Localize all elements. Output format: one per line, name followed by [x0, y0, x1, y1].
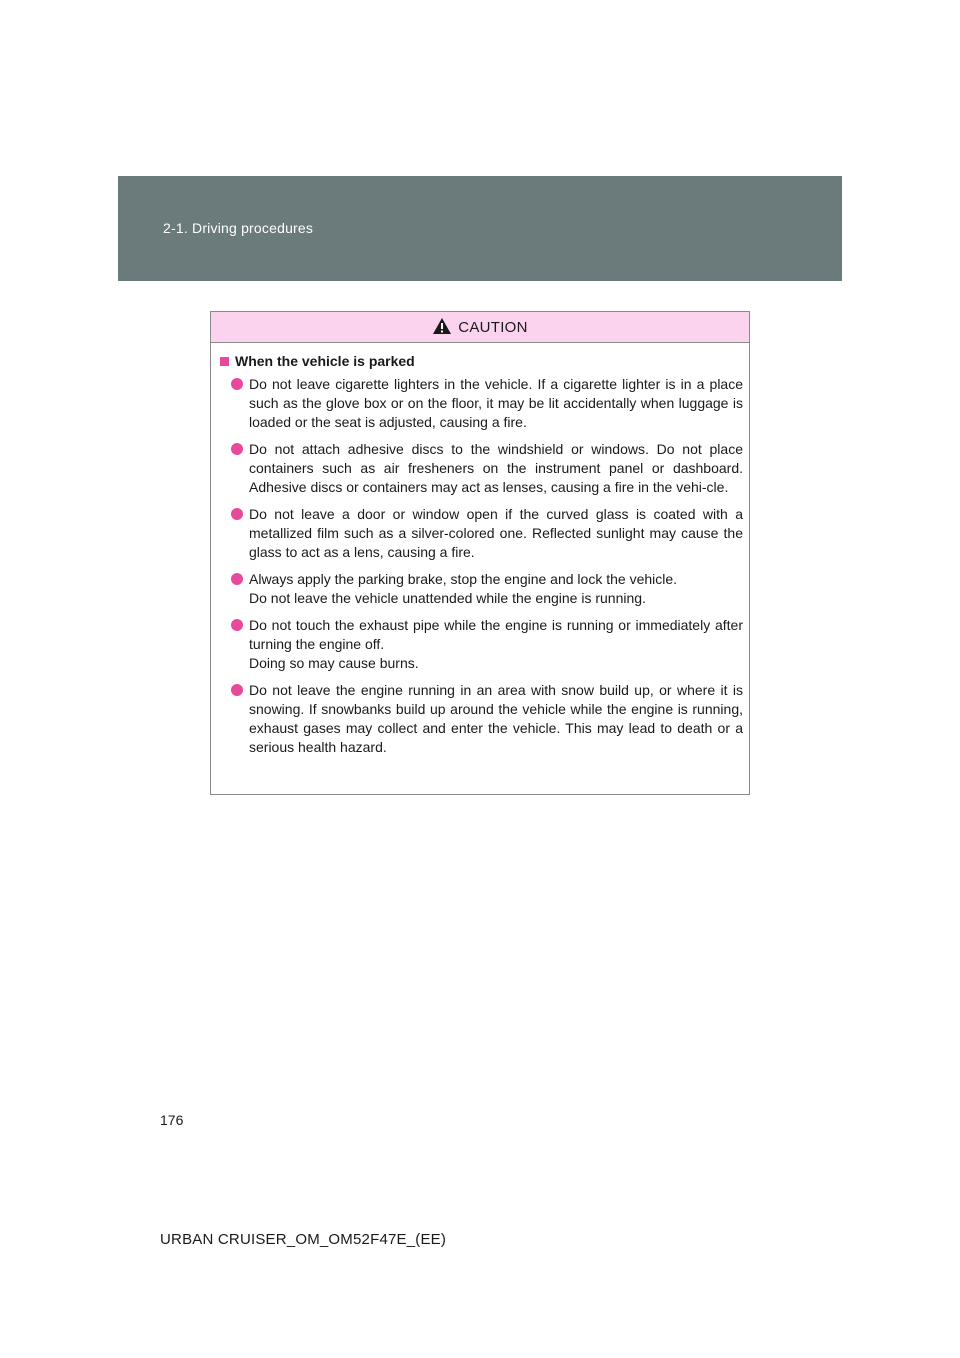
- square-bullet-icon: [220, 357, 229, 366]
- dot-bullet-icon: [231, 619, 243, 631]
- list-item-text: Do not touch the exhaust pipe while the engine is running or immediately after turning the engine off. Doing so may cause burns.: [249, 617, 743, 671]
- dot-bullet-icon: [231, 443, 243, 455]
- dot-bullet-icon: [231, 684, 243, 696]
- section-header: [118, 176, 842, 281]
- caution-body: [211, 343, 749, 757]
- subheading-text: When the vehicle is parked: [235, 353, 415, 369]
- list-item-text: Do not leave the engine running in an area with snow build up, or where it is snowing. If snowbanks build up around the vehicle while the engine is running, exhaust gases may collect and enter the vehicle. This may lead to death or a serious health hazard.: [249, 682, 743, 755]
- page-number: 176: [160, 1112, 184, 1128]
- list-item: [231, 440, 743, 497]
- dot-bullet-icon: [231, 508, 243, 520]
- list-item: [231, 505, 743, 562]
- list-item-text: Always apply the parking brake, stop the engine and lock the vehicle. Do not leave the vehicle unattended while the engine is running.: [249, 571, 678, 606]
- document-code: URBAN CRUISER_OM_OM52F47E_(EE): [160, 1231, 447, 1248]
- caution-subheading: [220, 353, 743, 369]
- list-item: [231, 570, 743, 608]
- list-item-text: Do not attach adhesive discs to the windshield or windows. Do not place containers such as air fresheners on the instrument panel or dashboard. Adhesive discs or containers may act as lenses, causing a fire in the vehi-cle.: [249, 441, 743, 495]
- list-item: [231, 616, 743, 673]
- list-item-text: Do not leave a door or window open if the curved glass is coated with a metallized film such as a silver-colored one. Reflected sunlight may cause the glass to act as a lens, causing a fire.: [249, 506, 743, 560]
- caution-header: [211, 312, 749, 343]
- caution-label: CAUTION: [458, 318, 528, 336]
- dot-bullet-icon: [231, 573, 243, 585]
- caution-box: [210, 311, 750, 795]
- warning-triangle-icon: [432, 317, 452, 335]
- list-item: [231, 375, 743, 432]
- list-item-text: Do not leave cigarette lighters in the vehicle. If a cigarette lighter is in a place such as the glove box or on the floor, it may be lit accidentally when luggage is loaded or the seat is adjusted, causing a fire.: [249, 376, 743, 430]
- list-item: [231, 681, 743, 757]
- dot-bullet-icon: [231, 378, 243, 390]
- section-title: 2-1. Driving procedures: [163, 220, 314, 236]
